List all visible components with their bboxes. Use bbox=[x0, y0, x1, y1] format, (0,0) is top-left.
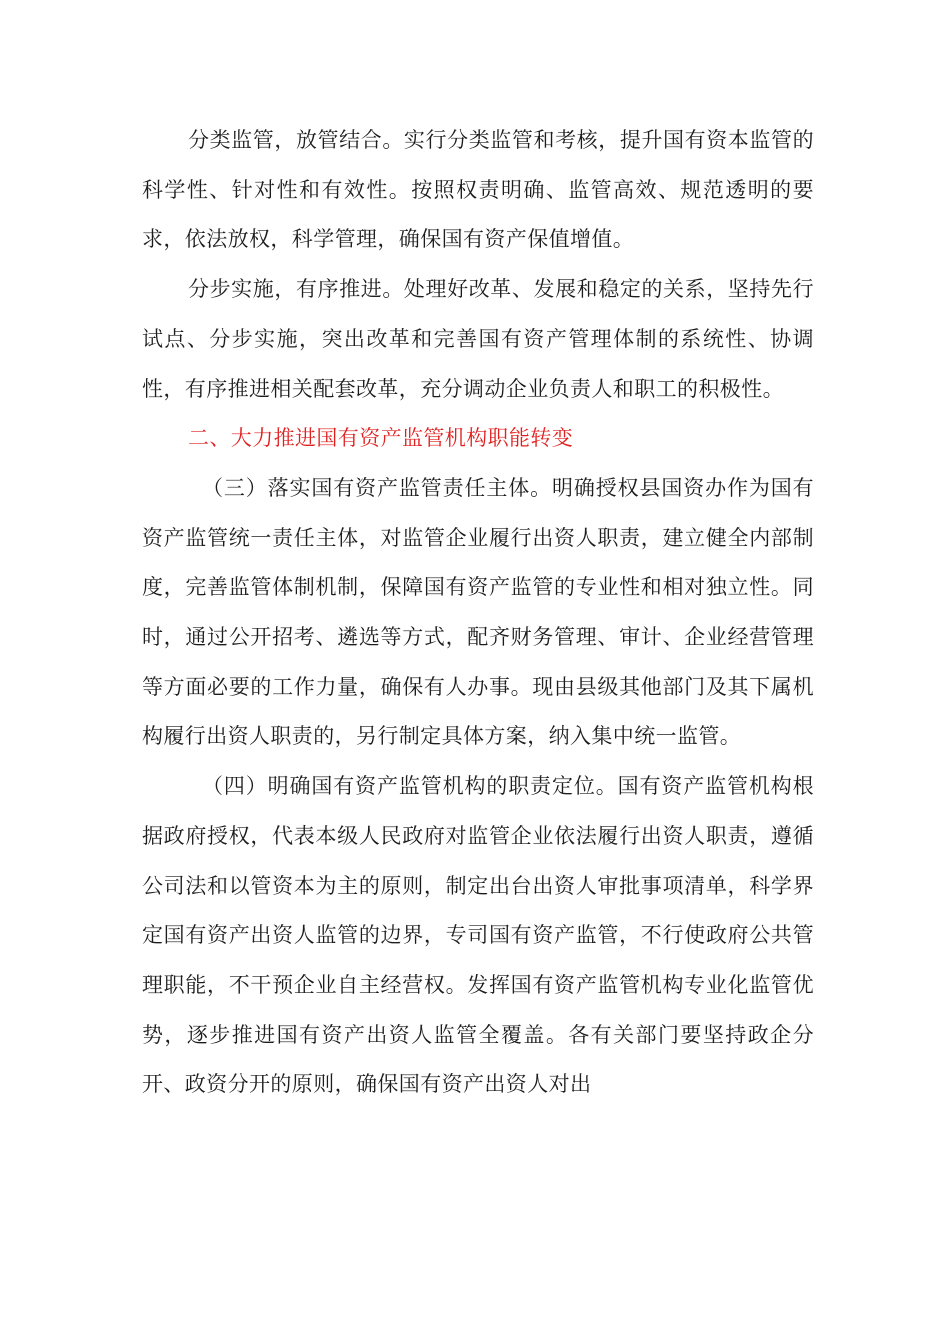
section-heading-2: 二、大力推进国有资产监管机构职能转变 bbox=[188, 426, 574, 451]
paragraph-classified-supervision: 分类监管，放管结合。实行分类监管和考核，提升国有资本监管的科学性、针对性和有效性。按照权责明确、监管高效、规范透明的要求，依法放权，科学管理，确保国有资产保值增值。 bbox=[142, 128, 814, 252]
paragraph-step-by-step: 分步实施，有序推进。处理好改革、发展和稳定的关系，坚持先行试点、分步实施，突出改革和完善国有资产管理体制的系统性、协调性，有序推进相关配套改革，充分调动企业负责人和职工的积极性。 bbox=[142, 277, 814, 401]
document-body bbox=[142, 116, 814, 1110]
paragraph-item-3: （三）落实国有资产监管责任主体。明确授权县国资办作为国有资产监管统一责任主体，对监管企业履行出资人职责，建立健全内部制度，完善监管体制机制，保障国有资产监管的专业性和相对独立性。同时，通过公开招考、遴选等方式，配齐财务管理、审计、企业经营管理等方面必要的工作力量，确保有人办事。现由县级其他部门及其下属机构履行出资人职责的，另行制定具体方案，纳入集中统一监管。 bbox=[142, 475, 814, 749]
paragraph-item-4: （四）明确国有资产监管机构的职责定位。国有资产监管机构根据政府授权，代表本级人民政府对监管企业依法履行出资人职责，遵循公司法和以管资本为主的原则，制定出台出资人审批事项清单，科学界定国有资产出资人监管的边界，专司国有资产监管，不行使政府公共管理职能，不干预企业自主经营权。发挥国有资产监管机构专业化监管优势，逐步推进国有资产出资人监管全覆盖。各有关部门要坚持政企分开、政资分开的原则，确保国有资产出资人对出 bbox=[142, 774, 814, 1097]
